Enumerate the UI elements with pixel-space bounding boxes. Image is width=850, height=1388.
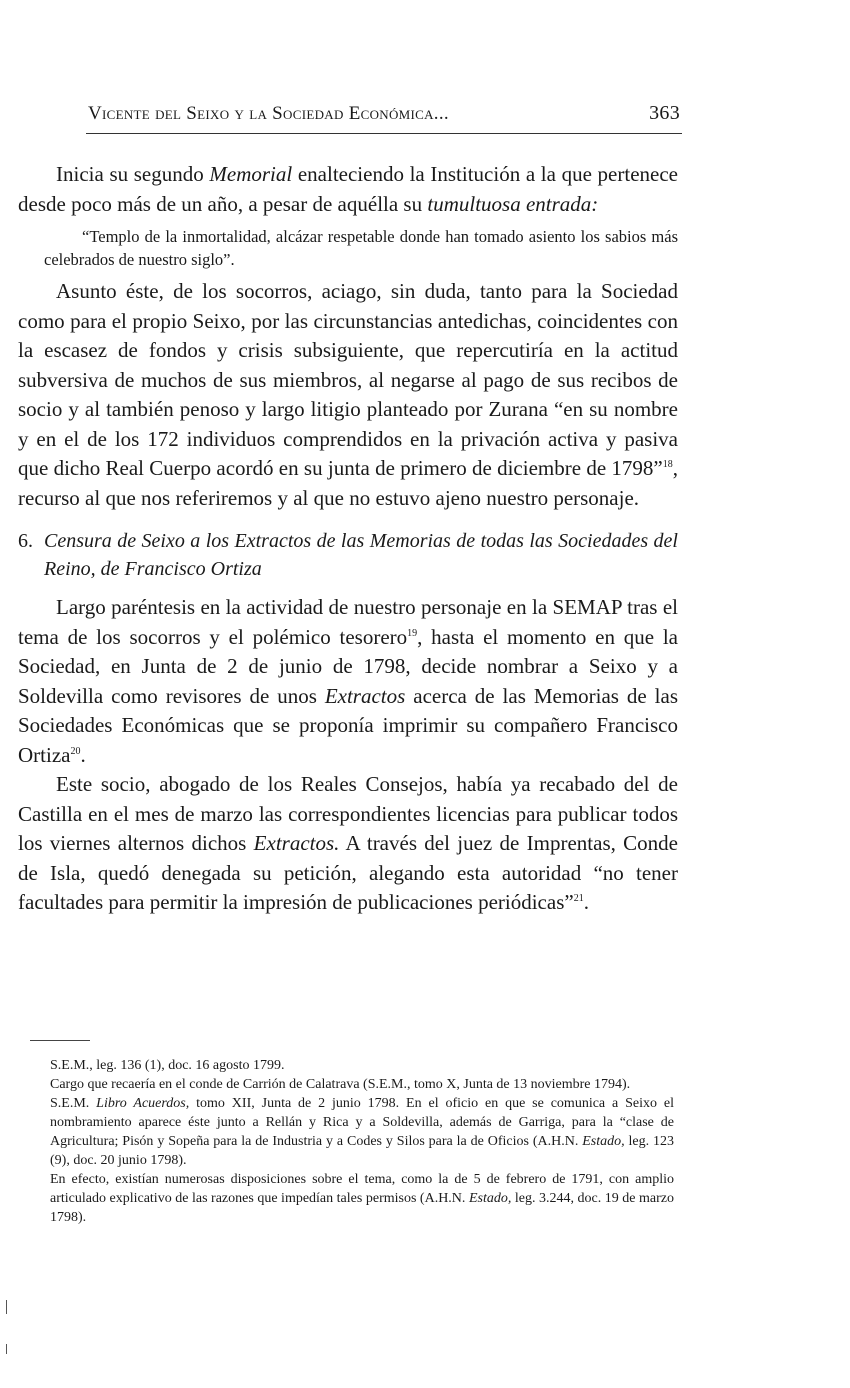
section-title: Censura de Seixo a los Extractos de las Memorias de todas las Sociedades del Reino, de Francisco Ortiza	[44, 530, 678, 580]
paragraph-2: Asunto éste, de los socorros, aciago, sin duda, tanto para la Sociedad como para el propio Seixo, por las circunstancias antedichas, coincidentes con la escasez de fondos y crisis subsiguiente, que repercutiría en la actitud subversiva de muchos de sus miembros, al negarse al pago de sus recibos de socio y al también penoso y largo litigio planteado por Zurana “en su nombre y en el de los 172 individuos comprendidos en la privación activa y pasiva que dicho Real Cuerpo acordó en su junta de primero de diciembre de 1798”$^{18}$, recurso al que nos referiremos y al que no estuvo ajeno nuestro personaje.	[18, 279, 678, 510]
footnote-21: En efecto, existían numerosas disposiciones sobre el tema, como la de 5 de febrero de 1791, con amplio articulado explicativo de las razones que impedían tales permisos (A.H.N. Estado, leg. 3.244, doc. 19 de marzo 1798).	[50, 1172, 675, 1225]
section-heading	[18, 527, 678, 583]
main-text	[18, 160, 678, 918]
footnote-18: S.E.M., leg. 136 (1), doc. 16 agosto 1799.	[50, 1058, 285, 1073]
footnote-19: Cargo que recaería en el conde de Carrión de Calatrava (S.E.M., tomo X, Junta de 13 noviembre 1794).	[50, 1077, 631, 1092]
footnote-ref: 18	[662, 459, 673, 470]
header-rule	[86, 133, 682, 134]
paragraph-4: Este socio, abogado de los Reales Consejos, había ya recabado del de Castilla en el mes de marzo las correspondientes licencias para publicar todos los viernes alternos dichos Extractos. A través del juez de Imprentas, Conde de Isla, quedó denegada su petición, alegando esta autoridad “no tener facultades para permitir la impresión de publicaciones periódicas”$^{21}$.	[18, 772, 679, 914]
footnote-ref: 21	[573, 893, 584, 904]
margin-tick	[6, 1344, 7, 1354]
margin-tick	[6, 1300, 7, 1314]
paragraph-3: Largo paréntesis en la actividad de nuestro personaje en la SEMAP tras el tema de los socorros y el polémico tesorero$^{19}$, hasta el momento en que la Sociedad, en Junta de 2 de junio de 1798, decide nombrar a Seixo y a Soldevilla como revisores de unos Extractos acerca de las Memorias de las Sociedades Económicas que se proponía imprimir su compañero Francisco Ortiza$^{20}$.	[18, 595, 678, 767]
footnote-ref: 19	[407, 627, 418, 639]
running-title: Vicente del Seixo y la Sociedad Económica...	[88, 103, 449, 124]
footnote-ref: 20	[70, 745, 81, 757]
margin-marks	[6, 1300, 10, 1384]
running-header	[88, 102, 680, 125]
footnote-rule	[30, 1040, 90, 1041]
block-quote: “Templo de la inmortalidad, alcázar respetable donde han tomado asiento los sabios más celebrados de nuestro siglo”.	[44, 227, 678, 269]
paragraph-1: Inicia su segundo Memorial enalteciendo la Institución a la que pertenece desde poco más de un año, a pesar de aquélla su tumultuosa entrada:	[18, 162, 678, 216]
footnote-20: S.E.M. Libro Acuerdos, tomo XII, Junta de 2 junio 1798. En el oficio en que se comunica a Seixo el nombramiento aparece éste junto a Rellán y Rica y a Soldevilla, además de Garriga, para la “clase de Agricultura; Pisón y Sopeña para la de Industria y a Codes y Silos para la de Oficios (A.H.N. Estado, leg. 123 (9), doc. 20 junio 1798).	[50, 1096, 675, 1168]
footnotes	[18, 1056, 674, 1227]
page-number: 363	[649, 102, 680, 124]
section-number: 6.	[18, 530, 33, 552]
